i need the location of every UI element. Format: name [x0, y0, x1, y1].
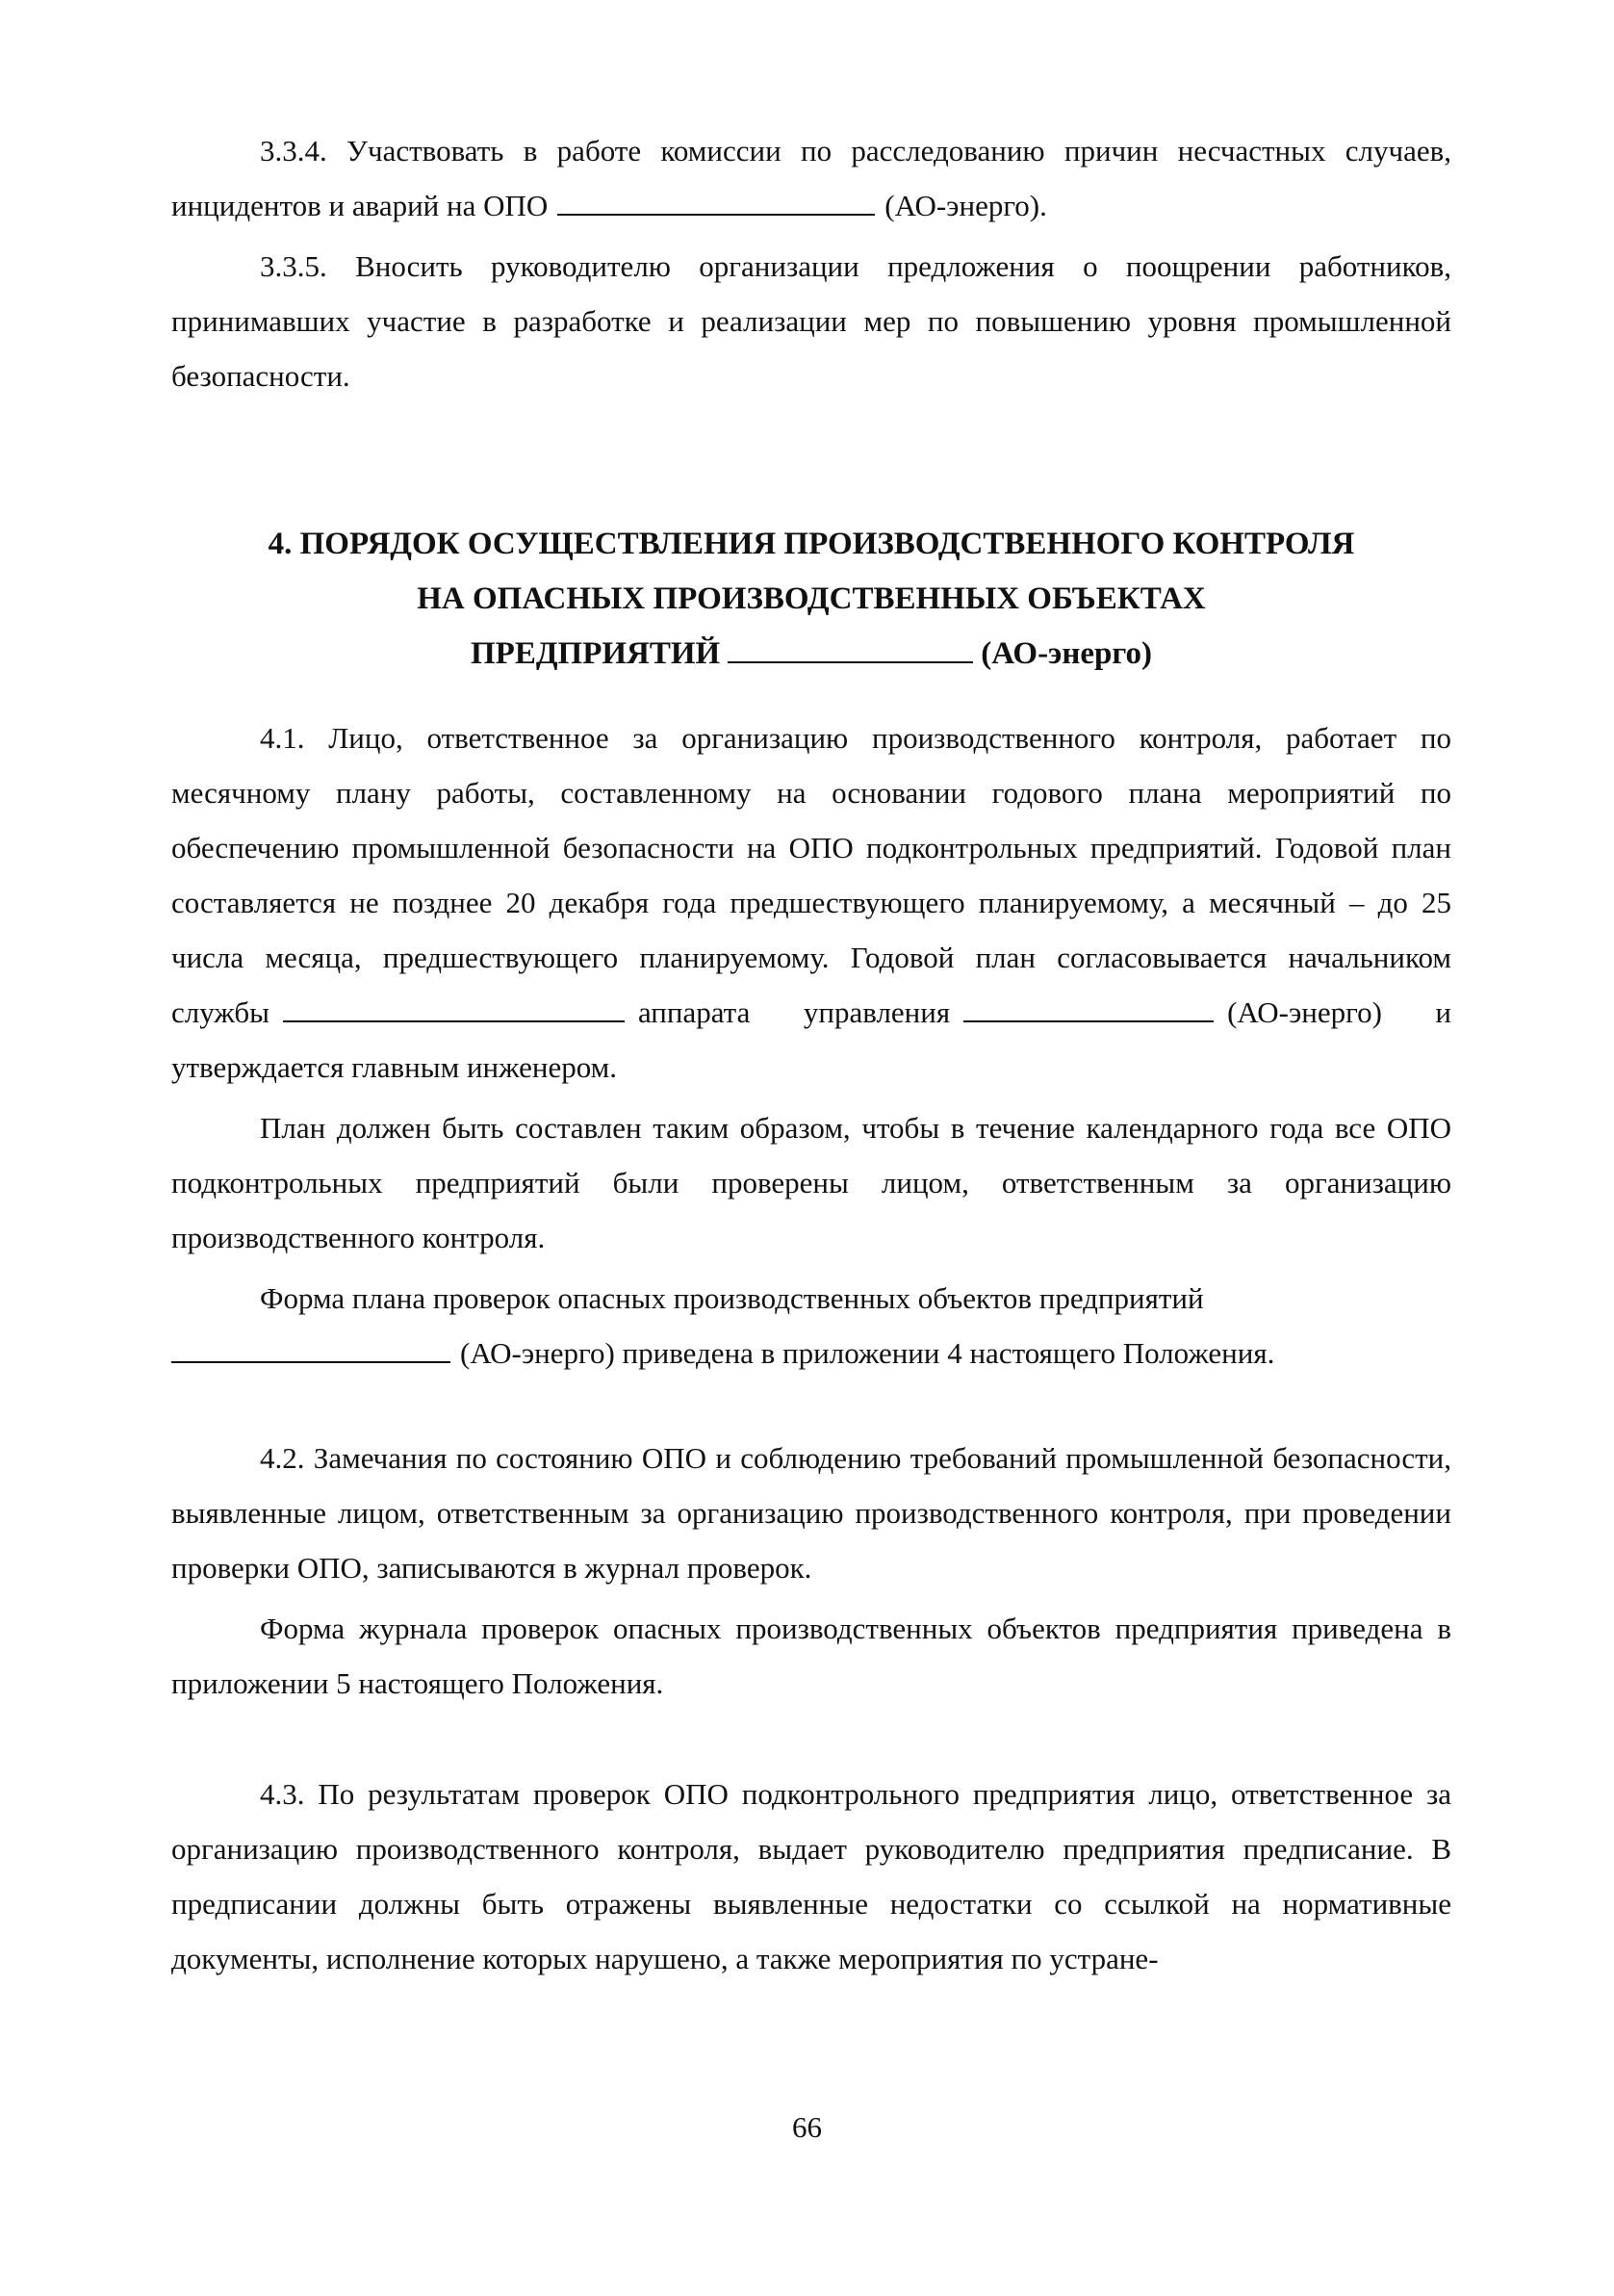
blank-line: [963, 991, 1214, 1022]
heading-line-1: 4. ПОРЯДОК ОСУЩЕСТВЛЕНИЯ ПРОИЗВОДСТВЕННОГО КОНТРОЛЯ: [268, 527, 1355, 561]
heading-line-3-suffix: (АО-энерго): [981, 636, 1152, 671]
paragraph-plan-form: [171, 1271, 1451, 1380]
blank-line: [557, 184, 875, 216]
paragraph-4-3: 4.3. По результатам проверок ОПО подконтрольного предприятия лицо, ответственное за организацию производственного контроля, выдает руководителю предприятия предписание. В предписании должны быть отражены выявленные недостатки со ссылкой на нормативные документы, исполнение которых нарушено, а также мероприятия по устране-: [171, 1777, 1451, 1975]
paragraph-4-1-text: 4.1. Лицо, ответственное за организацию производственного контроля, работает по месячному плану работы, составленному на основании годового плана мероприятий по обеспечению промышленной безопасности на ОПО подконтрольных предприятий. Годовой план составляется не позднее 20 декабря года предшествующего планируемому, а месячный – до 25 числа месяца, предшествующего планируемому. Годовой план согласовывается начальником службы: [171, 721, 1451, 1029]
heading-line-3: [171, 627, 1451, 682]
paragraph-3-3-5: 3.3.5. Вносить руководителю организации предложения о поощрении работников, принимавших участие в разработке и реализации мер по повышению уровня промышленной безопасности.: [171, 249, 1451, 393]
paragraph-plan: План должен быть составлен таким образом, чтобы в течение календарного года все ОПО подконтрольных предприятий были проверены лицом, ответственным за организацию производственного контроля.: [171, 1111, 1451, 1254]
paragraph-4-2: 4.2. Замечания по состоянию ОПО и соблюдению требований промышленной безопасности, выявленные лицом, ответственным за организацию производственного контроля, при проведении проверки ОПО, записываются в журнал проверок.: [171, 1441, 1451, 1585]
heading-line-2: НА ОПАСНЫХ ПРОИЗВОДСТВЕННЫХ ОБЪЕКТАХ: [417, 581, 1206, 616]
blank-line: [283, 991, 625, 1022]
paragraph-3-3-4-suffix: (АО-энерго).: [884, 189, 1047, 222]
paragraph-4-1: [171, 710, 1451, 1095]
page-number: 66: [792, 2110, 822, 2144]
paragraph-4-1-end: (АО-энерго) и утверждается главным инженером.: [171, 995, 1451, 1084]
paragraph-3-3-4: [171, 123, 1451, 233]
paragraph-plan-form-text: Форма плана проверок опасных производственных объектов предприятий: [260, 1281, 1204, 1315]
document-page: [171, 123, 1451, 1986]
heading-line-3-text: ПРЕДПРИЯТИЙ: [471, 636, 721, 671]
blank-line: [728, 632, 973, 663]
paragraph-journal-form: Форма журнала проверок опасных производственных объектов предприятия приведена в приложении 5 настоящего Положения.: [171, 1612, 1451, 1700]
paragraph-plan-form-suffix: (АО-энерго) приведена в приложении 4 настоящего Положения.: [460, 1336, 1275, 1370]
paragraph-3-3-4-text: 3.3.4. Участвовать в работе комиссии по расследованию причин несчастных случаев, инцидентов и аварий на ОПО: [171, 134, 1451, 222]
paragraph-4-1-middle: аппарата управления: [637, 995, 951, 1029]
section-heading: [171, 517, 1451, 682]
blank-line: [171, 1331, 450, 1363]
